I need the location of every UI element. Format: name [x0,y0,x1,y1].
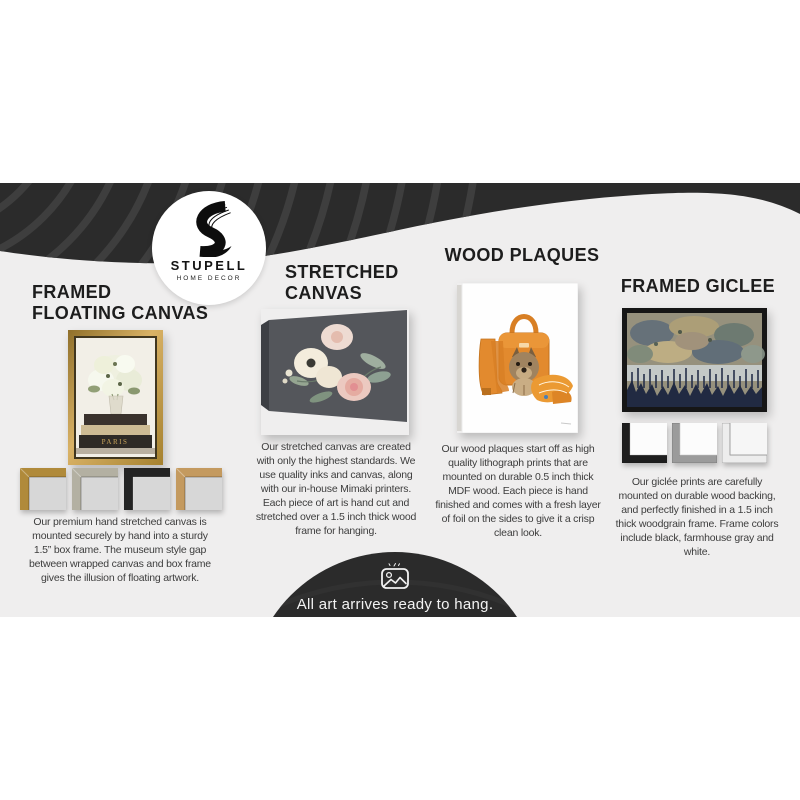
giclee-swatch-white [722,423,767,463]
frame-swatch-silver [72,468,118,510]
picture-icon [378,562,412,592]
title-line: WOOD PLAQUES [444,245,600,265]
giclee-swatch-black [622,423,667,463]
giclee-swatch-gray [672,423,717,463]
framed-giclee-product-image [622,308,767,412]
wood-plaque-description: Our wood plaques start off as high quality lithograph prints that are mounted on durable 0.5 inch thick MDF wood. Each piece is hand finished and comes with a fresh layer of foil on the sides to give it a crisp clean look. [435,443,601,539]
floating-frame-swatches [20,468,222,510]
section-title-framed-giclee [614,276,782,297]
ready-to-hang-message: All art arrives ready to hang. [296,596,494,613]
title-line: FLOATING CANVAS [32,303,209,324]
stretched-canvas-description: Our stretched canvas are created with only the highest standards. We use quality inks and canvas, along with our in-house Mimaki printers. Each piece of art is hand cut and stretched over a 1.5 inch thick wood frame for hanging. [255,441,417,537]
floating-canvas-description: Our premium hand stretched canvas is mounted securely by hand into a sturdy 1.5” box frame. The museum style gap between wrapped canvas and box frame gives the illusion of floating artwork. [29,516,211,584]
frame-swatch-tan [176,468,222,510]
section-title-stretched-canvas [285,262,445,304]
framed-giclee-description: Our giclée prints are carefully mounted on durable wood backing, and perfectly finished in a 1.5 inch thick woodgrain frame. Frame colors include black, farmhouse gray and white. [615,476,779,558]
floating-canvas-product-image [68,330,163,465]
stretched-canvas-product-image [261,309,409,435]
title-line: FRAMED [32,282,112,302]
section-title-framed-floating-canvas [32,282,262,324]
title-line: CANVAS [285,283,363,304]
wood-plaque-product-image [457,283,578,433]
book-stack [76,414,155,454]
title-line: FRAMED GICLEE [620,276,776,296]
frame-swatch-black [124,468,170,510]
content-panel [0,183,800,617]
stupell-s-icon [182,199,236,257]
brand-name: STUPELL [170,258,248,273]
title-line: STRETCHED [285,262,399,282]
top-wave-band [0,183,800,273]
frame-swatch-gold [20,468,66,510]
book-spine-text: PARIS [101,438,129,446]
ready-to-hang-banner [248,552,542,617]
giclee-frame-swatches [622,423,767,463]
section-title-wood-plaques [437,245,607,266]
brand-tagline: HOME DECOR [176,275,242,282]
